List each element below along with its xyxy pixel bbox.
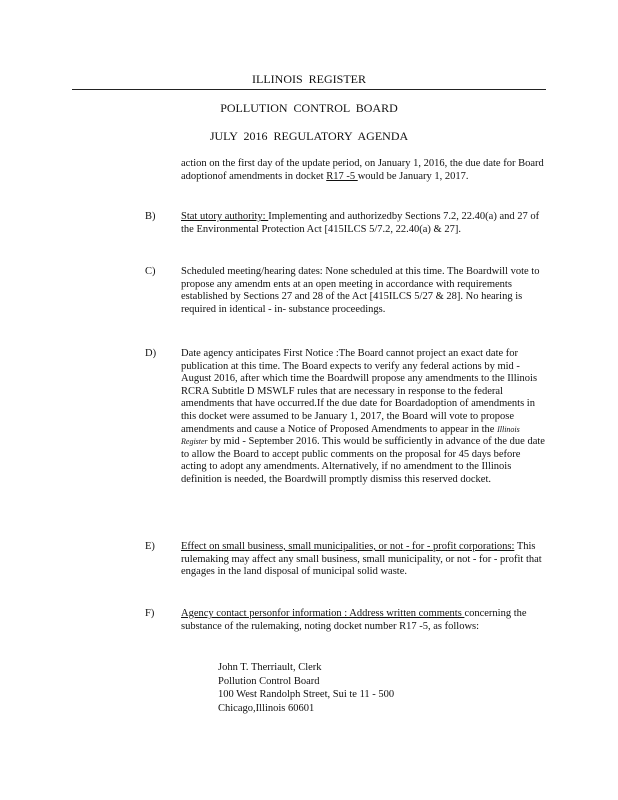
section-f-label: F) — [145, 608, 155, 619]
section-d-text1: Date agency anticipates First Notice :The Board cannot project an exact date for publication at this time. The Board expects to verify any federal actions by mid - August 2016, after which time the Boardwill propose any amendments to the Illinois RCRA Subtitle D MSWLF rules that are necessary in response to the federal amendments that have occurred.If the due date for Boardadoption of amendments in this docket were assumed to be January 1, 2017, the Board will vote to propose amendments and cause a Notice of Proposed Amendments to appear in the — [181, 348, 538, 435]
section-f-heading: Agency contact personfor information : Address written comments — [181, 608, 465, 619]
section-b-text — [181, 211, 546, 236]
board-title: POLLUTION CONTROL BOARD — [220, 101, 398, 115]
intro-text-pre: action on the first day of the update period, on January 1, 2016, the due date for Board adoptionof amendments in docket — [181, 158, 544, 182]
section-c-text: Scheduled meeting/hearing dates: None scheduled at this time. The Boardwill vote to propose any amendm ents at an open meeting in accordance with requirements established by Sections 27 and 28 of the Act [415ILCS 5/27 & 28]. No hearing is required in identical - in- substance proceedings. — [181, 266, 540, 315]
register-title: ILLINOIS REGISTER — [252, 72, 366, 86]
address-city: Chicago,Illinois 60601 — [218, 702, 315, 714]
intro-paragraph — [181, 158, 546, 183]
address-street: 100 West Randolph Street, Sui te 11 - 500 — [218, 689, 395, 700]
section-c-label: C) — [145, 266, 156, 277]
section-b-label: B) — [145, 211, 156, 222]
address-org: Pollution Control Board — [218, 675, 320, 687]
section-e-body: This rulemaking may affect any small business, small municipality, or not - for - profit that engages in the land disposal of municipal solid waste. — [181, 541, 542, 578]
illinois-register-italic: Illinois Register — [181, 424, 520, 447]
section-d-text — [181, 348, 546, 487]
header-rule — [72, 89, 546, 90]
agenda-title: JULY 2016 REGULATORY AGENDA — [209, 129, 409, 143]
address-block — [218, 661, 394, 715]
section-f-text — [181, 608, 546, 633]
section-f-body: concerning the substance of the rulemaking, noting docket number R17 -5, as follows: — [181, 608, 527, 632]
section-e-label: E) — [145, 541, 155, 552]
intro-text-post: would be January 1, 2017. — [357, 170, 469, 182]
section-d-text2: by mid - September 2016. This would be sufficiently in advance of the due date to allow the Board to accept public comments on the proposal for 45 days before acting to adopt any amendments. Alternatively, if no amendment to the Illinois definition is needed, the Boardwill promptly dismiss this reserved docket. — [181, 436, 545, 485]
address-name: John T. Therriault, Clerk — [218, 662, 322, 673]
docket-number: R17 -5 — [326, 170, 358, 182]
section-d-label: D) — [145, 348, 157, 359]
section-b-body: Implementing and authorizedby Sections 7.2, 22.40(a) and 27 of the Environmental Protection Act [415ILCS 5/7.2, 22.40(a) & 27]. — [181, 211, 540, 235]
section-b-heading: Stat utory authority: — [181, 211, 269, 222]
section-e-text — [181, 541, 546, 579]
section-e-heading: Effect on small business, small municipalities, or not - for - profit corporations: — [181, 541, 515, 552]
